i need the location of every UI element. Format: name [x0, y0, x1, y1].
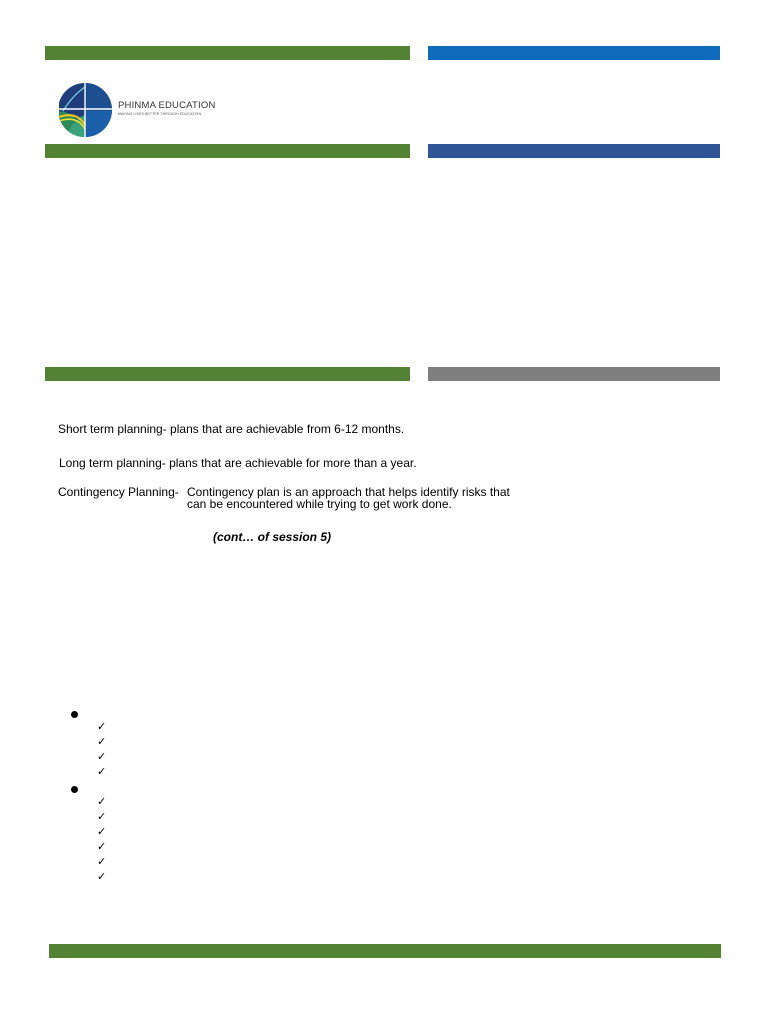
- check-icon: ✓: [97, 871, 107, 883]
- top-left-green-bar: [45, 46, 410, 60]
- footer-green-bar: [49, 944, 721, 958]
- bullet-dot-icon: [71, 711, 78, 718]
- section-green-bar: [45, 367, 410, 381]
- brand-tagline: MAKING LIVES BETTER THROUGH EDUCATION: [118, 112, 202, 116]
- check-icon: ✓: [97, 811, 107, 823]
- check-icon: ✓: [97, 841, 107, 853]
- check-icon: ✓: [97, 721, 107, 733]
- check-icon: ✓: [97, 736, 107, 748]
- section-gray-bar: [428, 367, 720, 381]
- header-lower-green-bar: [45, 144, 410, 158]
- short-term-definition: Short term planning- plans that are achievable from 6-12 months.: [58, 422, 405, 436]
- brand-name: PHINMA EDUCATION: [118, 100, 216, 111]
- check-icon: ✓: [97, 856, 107, 868]
- top-right-blue-bar: [428, 46, 720, 60]
- check-icon: ✓: [97, 766, 107, 778]
- check-icon: ✓: [97, 826, 107, 838]
- phinma-logo-icon: [59, 81, 219, 141]
- long-term-definition: Long term planning- plans that are achievable for more than a year.: [59, 456, 417, 470]
- contingency-label: Contingency Planning-: [58, 485, 179, 499]
- bullet-dot-icon: [71, 786, 78, 793]
- contingency-definition-line-1: Contingency plan is an approach that helps identify risks that: [187, 485, 510, 499]
- check-icon: ✓: [97, 796, 107, 808]
- continuation-note: (cont… of session 5): [213, 530, 332, 544]
- check-icon: ✓: [97, 751, 107, 763]
- header-lower-blue-bar: [428, 144, 720, 158]
- contingency-definition-line-2: can be encountered while trying to get work done.: [187, 497, 452, 511]
